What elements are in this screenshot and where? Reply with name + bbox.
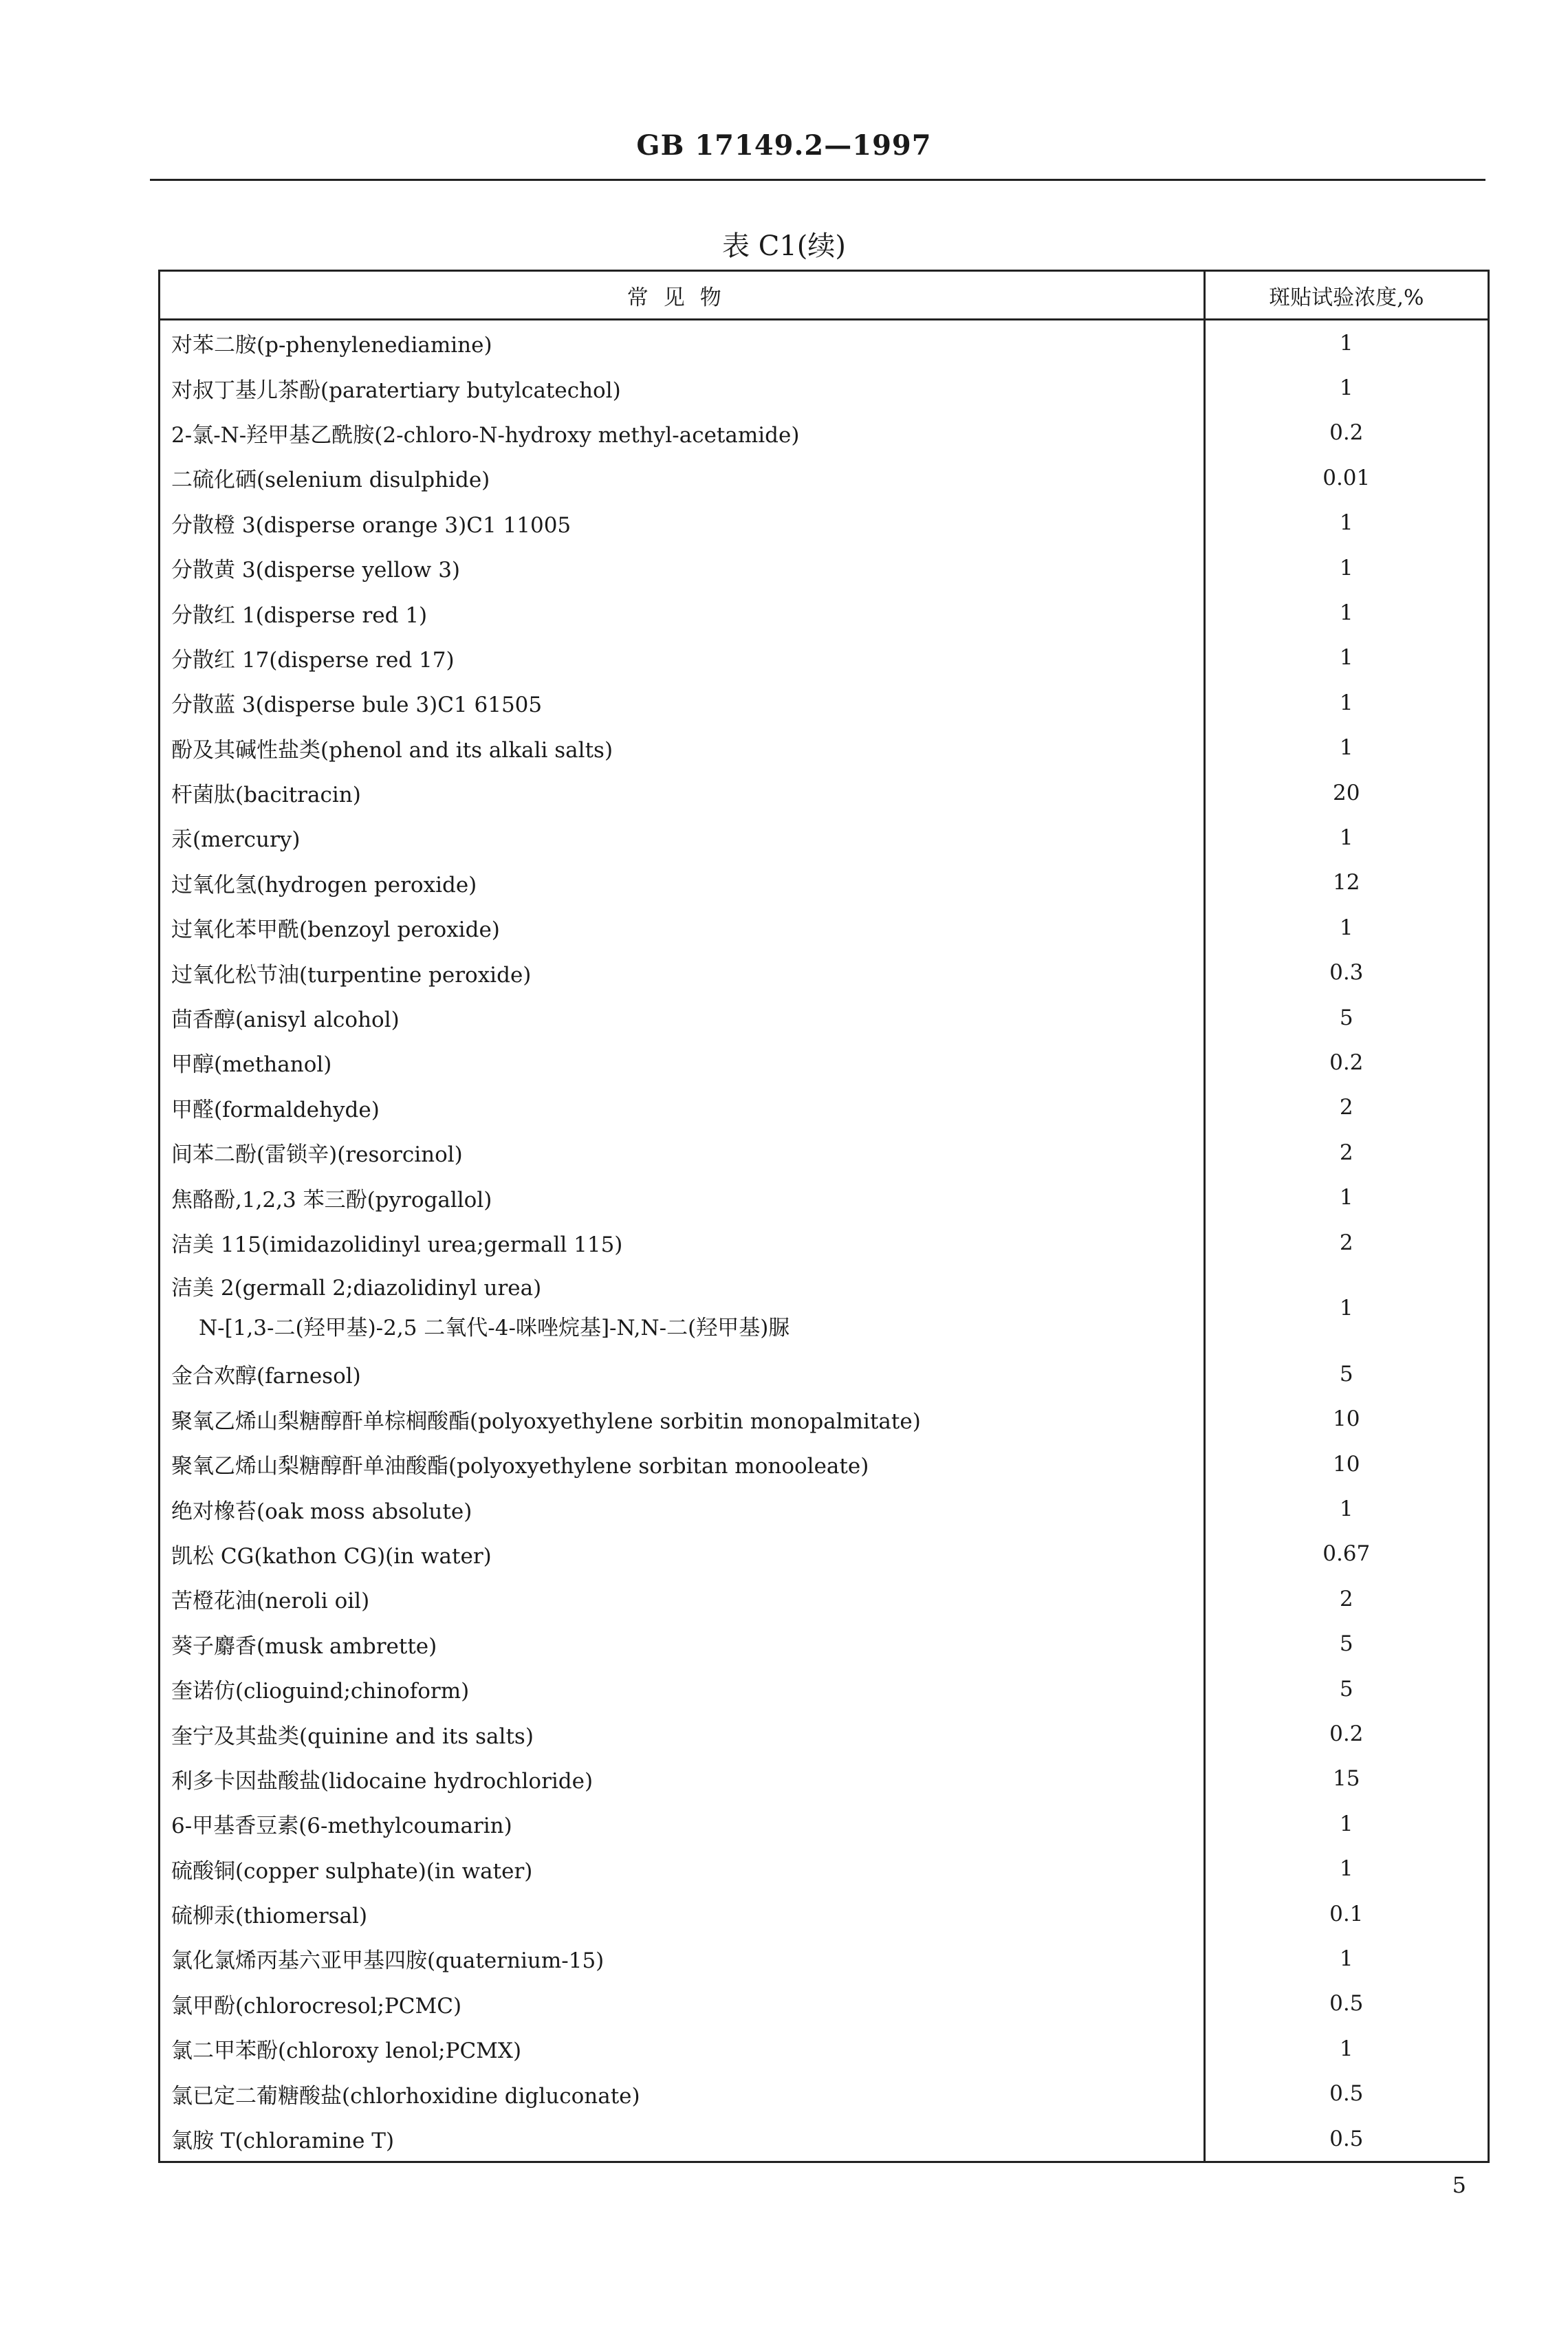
substance-name: 焦酪酚,1,2,3 苯三酚(pyrogallol) bbox=[171, 1187, 492, 1213]
concentration-cell: 5 bbox=[1339, 1005, 1353, 1030]
table-row bbox=[160, 2026, 1488, 2071]
substance-name: 分散黄 3(disperse yellow 3) bbox=[171, 558, 461, 583]
substance-cell bbox=[160, 1981, 1204, 2026]
substance-cell bbox=[160, 680, 1204, 725]
substance-cell bbox=[160, 1265, 1204, 1351]
concentration-cell: 5 bbox=[1339, 1631, 1353, 1657]
table-row bbox=[160, 1130, 1488, 1175]
substance-cell bbox=[160, 1847, 1204, 1891]
substance-cell bbox=[160, 1757, 1204, 1801]
substance-name: 杆菌肽(bacitracin) bbox=[171, 783, 361, 808]
substance-name: 分散红 1(disperse red 1) bbox=[171, 602, 428, 628]
substance-cell bbox=[160, 1040, 1204, 1085]
table-row bbox=[160, 1486, 1488, 1531]
substance-name: 苦橙花油(neroli oil) bbox=[171, 1589, 370, 1614]
concentration-cell: 10 bbox=[1333, 1451, 1360, 1477]
concentration-cell: 1 bbox=[1339, 915, 1353, 940]
substance-name: 氯胺 T(chloramine T) bbox=[171, 2129, 395, 2154]
substance-name: 氯二甲苯酚(chloroxy lenol;PCMX) bbox=[171, 2039, 522, 2064]
substance-name: 凯松 CG(kathon CG)(in water) bbox=[171, 1543, 492, 1569]
substance-name: 6-甲基香豆素(6-methylcoumarin) bbox=[171, 1814, 512, 1839]
substance-name: 二硫化硒(selenium disulphide) bbox=[171, 468, 490, 493]
table-row bbox=[160, 1532, 1488, 1576]
substance-name: 洁美 2(germall 2;diazolidinyl urea) bbox=[171, 1276, 542, 1301]
concentration-cell: 5 bbox=[1339, 1361, 1353, 1387]
substance-name: 对叔丁基儿茶酚(paratertiary butylcatechol) bbox=[171, 378, 621, 403]
substance-cell bbox=[160, 2026, 1204, 2071]
table-row bbox=[160, 726, 1488, 770]
table-row bbox=[160, 1711, 1488, 1756]
substance-name: 甲醛(formaldehyde) bbox=[171, 1097, 380, 1122]
table-row bbox=[160, 2071, 1488, 2116]
concentration-cell: 10 bbox=[1333, 1406, 1360, 1432]
table-row bbox=[160, 680, 1488, 725]
table-row bbox=[160, 1847, 1488, 1891]
substance-cell bbox=[160, 1622, 1204, 1666]
table-row bbox=[160, 1040, 1488, 1085]
table-row bbox=[160, 815, 1488, 860]
concentration-cell: 1 bbox=[1339, 1811, 1353, 1836]
substance-cell bbox=[160, 1130, 1204, 1175]
concentration-cell: 0.67 bbox=[1322, 1541, 1371, 1567]
table-row bbox=[160, 1175, 1488, 1219]
substance-cell bbox=[160, 411, 1204, 455]
table-row bbox=[160, 320, 1488, 366]
concentration-cell: 2 bbox=[1339, 1095, 1353, 1120]
substance-cell bbox=[160, 501, 1204, 545]
concentration-cell: 1 bbox=[1339, 645, 1353, 671]
table-row bbox=[160, 1351, 1488, 1396]
table-row bbox=[160, 411, 1488, 455]
table-row bbox=[160, 1801, 1488, 1846]
substance-cell bbox=[160, 545, 1204, 590]
table-row bbox=[160, 635, 1488, 680]
substance-cell bbox=[160, 590, 1204, 635]
header-rule bbox=[150, 179, 1485, 181]
substance-name: 过氧化苯甲酰(benzoyl peroxide) bbox=[171, 917, 500, 943]
substance-cell bbox=[160, 860, 1204, 905]
table-row bbox=[160, 2116, 1488, 2161]
substance-name: 利多卡因盐酸盐(lidocaine hydrochloride) bbox=[171, 1768, 594, 1794]
substance-cell bbox=[160, 1801, 1204, 1846]
table-row bbox=[160, 905, 1488, 950]
substance-name: 氯化氯烯丙基六亚甲基四胺(quaternium-15) bbox=[171, 1948, 605, 1974]
table-row bbox=[160, 1891, 1488, 1936]
substance-name: 聚氧乙烯山梨糖醇酐单棕榈酸酯(polyoxyethylene sorbitin monopalmitate) bbox=[171, 1409, 921, 1434]
concentration-cell: 1 bbox=[1339, 376, 1353, 401]
substance-cell bbox=[160, 1711, 1204, 1756]
concentration-cell: 2 bbox=[1339, 1230, 1353, 1255]
substance-name: 过氧化氢(hydrogen peroxide) bbox=[171, 872, 477, 898]
substance-cell bbox=[160, 1351, 1204, 1396]
document-code: GB 17149.2—1997 bbox=[636, 129, 932, 162]
substance-name: 氯已定二葡糖酸盐(chlorhoxidine digluconate) bbox=[171, 2083, 640, 2109]
substance-column-header: 常见物 bbox=[160, 272, 1204, 320]
concentration-cell: 1 bbox=[1339, 2036, 1353, 2061]
substance-name: 绝对橡苔(oak moss absolute) bbox=[171, 1499, 472, 1524]
substance-cell bbox=[160, 1532, 1204, 1576]
concentration-cell: 0.1 bbox=[1329, 1901, 1364, 1926]
concentration-cell: 1 bbox=[1339, 825, 1353, 850]
substance-cell bbox=[160, 320, 1204, 366]
table-row bbox=[160, 590, 1488, 635]
table-header-row bbox=[160, 272, 1488, 320]
substance-name: 硫柳汞(thiomersal) bbox=[171, 1904, 368, 1929]
concentration-cell: 0.01 bbox=[1322, 465, 1371, 490]
substance-cell bbox=[160, 1220, 1204, 1265]
substance-name: 分散蓝 3(disperse bule 3)C1 61505 bbox=[171, 693, 543, 718]
concentration-cell: 1 bbox=[1339, 1856, 1353, 1882]
substance-chemical-name: N-[1,3-二(羟甲基)-2,5 二氧代-4-咪唑烷基]-N,N-二(羟甲基)脲 bbox=[199, 1316, 790, 1341]
concentration-cell: 1 bbox=[1339, 330, 1353, 356]
substance-cell bbox=[160, 1175, 1204, 1219]
concentration-cell: 0.5 bbox=[1329, 2081, 1364, 2107]
substance-cell bbox=[160, 726, 1204, 770]
substance-cell bbox=[160, 1576, 1204, 1621]
substance-name: 分散红 17(disperse red 17) bbox=[171, 647, 455, 673]
concentration-cell: 20 bbox=[1333, 780, 1360, 805]
substance-cell bbox=[160, 635, 1204, 680]
page-number: 5 bbox=[1452, 2172, 1466, 2198]
concentration-table bbox=[158, 270, 1490, 2163]
table-row bbox=[160, 1757, 1488, 1801]
concentration-cell: 1 bbox=[1339, 510, 1353, 536]
table-row bbox=[160, 501, 1488, 545]
table-body bbox=[160, 320, 1488, 2162]
concentration-cell: 5 bbox=[1339, 1676, 1353, 1702]
substance-name: 洁美 115(imidazolidinyl urea;germall 115) bbox=[171, 1232, 623, 1257]
concentration-cell: 1 bbox=[1339, 690, 1353, 715]
concentration-cell: 1 bbox=[1339, 1296, 1353, 1321]
substance-name: 硫酸铜(copper sulphate)(in water) bbox=[171, 1858, 533, 1884]
table-row bbox=[160, 1442, 1488, 1486]
table-caption: 表 C1(续) bbox=[722, 230, 846, 262]
table-row bbox=[160, 1981, 1488, 2026]
substance-cell bbox=[160, 1936, 1204, 1981]
table-row bbox=[160, 1397, 1488, 1442]
substance-cell bbox=[160, 815, 1204, 860]
substance-name: 2-氯-N-羟甲基乙酰胺(2-chloro-N-hydroxy methyl-acetamide) bbox=[171, 422, 800, 448]
concentration-cell: 0.5 bbox=[1329, 1991, 1364, 2017]
concentration-cell: 0.2 bbox=[1329, 1721, 1364, 1747]
substance-name: 甲醇(methanol) bbox=[171, 1052, 332, 1078]
substance-cell bbox=[160, 1442, 1204, 1486]
concentration-cell: 12 bbox=[1333, 870, 1360, 895]
substance-cell bbox=[160, 1666, 1204, 1711]
table-row bbox=[160, 995, 1488, 1040]
concentration-cell: 0.5 bbox=[1329, 2126, 1364, 2151]
concentration-cell: 0.2 bbox=[1329, 420, 1364, 446]
table-row bbox=[160, 1622, 1488, 1666]
substance-name: 对苯二胺(p-phenylenediamine) bbox=[171, 333, 492, 358]
substance-cell bbox=[160, 2071, 1204, 2116]
table-row bbox=[160, 1936, 1488, 1981]
table-row bbox=[160, 1576, 1488, 1621]
substance-name: 茴香醇(anisyl alcohol) bbox=[171, 1008, 400, 1033]
substance-cell bbox=[160, 455, 1204, 500]
substance-cell bbox=[160, 950, 1204, 994]
concentration-cell: 0.2 bbox=[1329, 1050, 1364, 1075]
substance-name: 奎宁及其盐类(quinine and its salts) bbox=[171, 1724, 534, 1749]
concentration-cell: 15 bbox=[1333, 1766, 1360, 1792]
substance-name: 酚及其碱性盐类(phenol and its alkali salts) bbox=[171, 737, 613, 763]
table-row bbox=[160, 545, 1488, 590]
substance-cell bbox=[160, 1891, 1204, 1936]
concentration-cell: 1 bbox=[1339, 735, 1353, 761]
concentration-cell: 1 bbox=[1339, 1497, 1353, 1522]
substance-cell bbox=[160, 995, 1204, 1040]
table-row bbox=[160, 1666, 1488, 1711]
table-row bbox=[160, 455, 1488, 500]
substance-name: 汞(mercury) bbox=[171, 827, 301, 853]
table-row bbox=[160, 1265, 1488, 1351]
substance-cell bbox=[160, 770, 1204, 815]
substance-name: 分散橙 3(disperse orange 3)C1 11005 bbox=[171, 512, 571, 538]
table-row bbox=[160, 1085, 1488, 1130]
substance-cell bbox=[160, 1085, 1204, 1130]
substance-name: 葵子麝香(musk ambrette) bbox=[171, 1633, 437, 1659]
concentration-cell: 1 bbox=[1339, 555, 1353, 580]
substance-cell bbox=[160, 1397, 1204, 1442]
substance-name: 聚氧乙烯山梨糖醇酐单油酸酯(polyoxyethylene sorbitan monooleate) bbox=[171, 1454, 869, 1479]
table-row bbox=[160, 1220, 1488, 1265]
concentration-cell: 2 bbox=[1339, 1140, 1353, 1165]
substance-cell bbox=[160, 1486, 1204, 1531]
table-row bbox=[160, 950, 1488, 994]
table-row bbox=[160, 770, 1488, 815]
concentration-cell: 1 bbox=[1339, 1946, 1353, 1971]
concentration-cell: 2 bbox=[1339, 1586, 1353, 1611]
substance-cell bbox=[160, 905, 1204, 950]
concentration-cell: 0.3 bbox=[1329, 960, 1364, 986]
concentration-cell: 1 bbox=[1339, 600, 1353, 626]
concentration-cell: 1 bbox=[1339, 1185, 1353, 1210]
table-row bbox=[160, 860, 1488, 905]
concentration-column-header: 斑贴试验浓度,% bbox=[1204, 272, 1488, 320]
substance-name: 过氧化松节油(turpentine peroxide) bbox=[171, 962, 532, 988]
substance-cell bbox=[160, 2116, 1204, 2161]
substance-cell bbox=[160, 365, 1204, 410]
substance-name: 金合欢醇(farnesol) bbox=[171, 1364, 361, 1389]
table-row bbox=[160, 365, 1488, 410]
substance-name: 氯甲酚(chlorocresol;PCMC) bbox=[171, 1993, 462, 2019]
substance-name: 奎诺仿(clioguind;chinoform) bbox=[171, 1679, 470, 1704]
substance-name: 间苯二酚(雷锁辛)(resorcinol) bbox=[171, 1142, 463, 1168]
